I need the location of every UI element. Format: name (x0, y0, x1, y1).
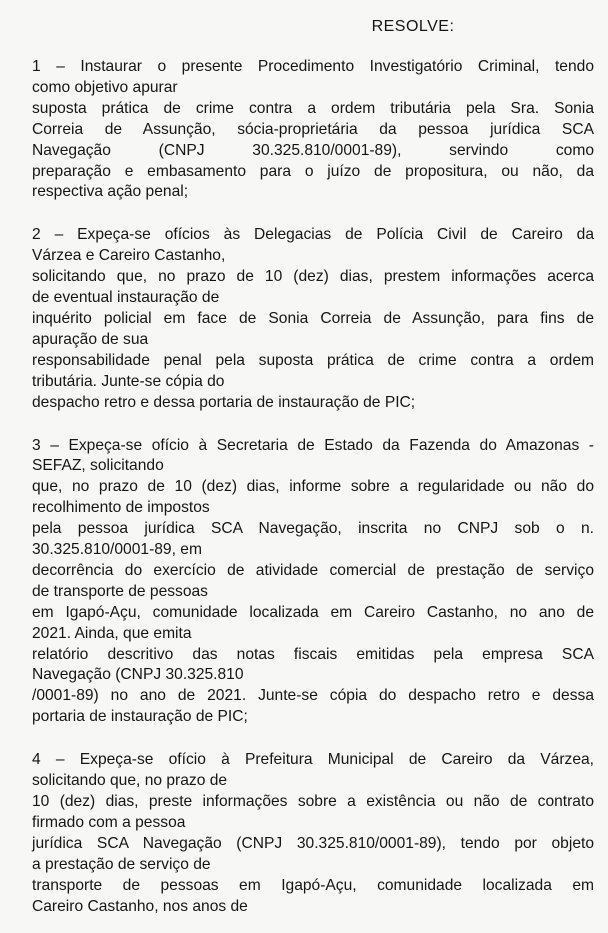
text-line: 30.325.810/0001-89, em (32, 541, 202, 559)
text-line: 10 (dez) dias, preste informações sobre a existência ou não de contrato (32, 793, 594, 810)
text-line: a prestação de serviço de (32, 855, 211, 873)
text-line: preparação e embasamento para o juízo de propositura, ou não, da (32, 162, 594, 180)
text-line: decorrência do exercício de atividade comercial de prestação de serviço (32, 561, 594, 579)
text-line: solicitando que, no prazo de (32, 772, 228, 790)
text-line: transporte de pessoas em Igapó-Açu, comunidade localizada em (32, 876, 594, 894)
document-body (32, 57, 594, 917)
section-heading: RESOLVE: (371, 18, 455, 35)
text-line: Careiro Castanho, nos anos de (32, 897, 248, 915)
text-line: solicitando que, no prazo de 10 (dez) dias, prestem informações acerca (32, 268, 594, 286)
text-line: portaria de instauração de PIC; (32, 708, 248, 726)
text-line: 4 – Expeça-se ofício à Prefeitura Municipal de Careiro da Várzea, (32, 751, 594, 769)
text-line: pela pessoa jurídica SCA Navegação, inscrita no CNPJ sob o n. (32, 520, 594, 538)
text-line: de transporte de pessoas (32, 582, 208, 600)
text-line: 2 – Expeça-se ofícios às Delegacias de Polícia Civil de Careiro da (32, 226, 594, 244)
text-line: apuração de sua (32, 330, 149, 348)
text-line: respectiva ação penal; (32, 183, 189, 201)
text-line: inquérito policial em face de Sonia Correia de Assunção, para fins de (32, 309, 594, 327)
text-line: firmado com a pessoa (32, 813, 186, 831)
text-line: em Igapó-Açu, comunidade localizada em Careiro Castanho, no ano de (32, 603, 594, 621)
text-line: Correia de Assunção, sócia-proprietária da pessoa jurídica SCA (32, 120, 594, 138)
text-line: tributária. Junte-se cópia do (32, 372, 225, 390)
text-line: responsabilidade penal pela suposta prática de crime contra a ordem (32, 351, 594, 369)
text-line: Navegação (CNPJ 30.325.810/0001-89), servindo como (32, 141, 594, 159)
paragraph-1 (32, 57, 594, 203)
text-line: SEFAZ, solicitando (32, 457, 164, 475)
text-line: que, no prazo de 10 (dez) dias, informe sobre a regularidade ou não do (32, 478, 594, 496)
paragraph-2 (32, 225, 594, 413)
text-line: 1 – Instaurar o presente Procedimento Investigatório Criminal, tendo (32, 58, 594, 75)
text-line: suposta prática de crime contra a ordem tributária pela Sra. Sonia (32, 99, 594, 117)
text-line: de eventual instauração de (32, 289, 220, 307)
text-line: jurídica SCA Navegação (CNPJ 30.325.810/0001-89), tendo por objeto (32, 834, 594, 852)
paragraph-4 (32, 750, 594, 917)
text-line: Navegação (CNPJ 30.325.810 (32, 666, 244, 684)
text-line: /0001-89) no ano de 2021. Junte-se cópia do despacho retro e dessa (32, 687, 594, 705)
text-line: 2021. Ainda, que emita (32, 624, 192, 642)
text-line: 3 – Expeça-se ofício à Secretaria de Estado da Fazenda do Amazonas - (32, 436, 594, 454)
text-line: Várzea e Careiro Castanho, (32, 247, 226, 265)
paragraph-3 (32, 436, 594, 729)
text-line: recolhimento de impostos (32, 499, 210, 517)
text-line: relatório descritivo das notas fiscais emitidas pela empresa SCA (32, 645, 594, 663)
text-line: como objetivo apurar (32, 78, 178, 96)
text-line: despacho retro e dessa portaria de instauração de PIC; (32, 393, 416, 411)
